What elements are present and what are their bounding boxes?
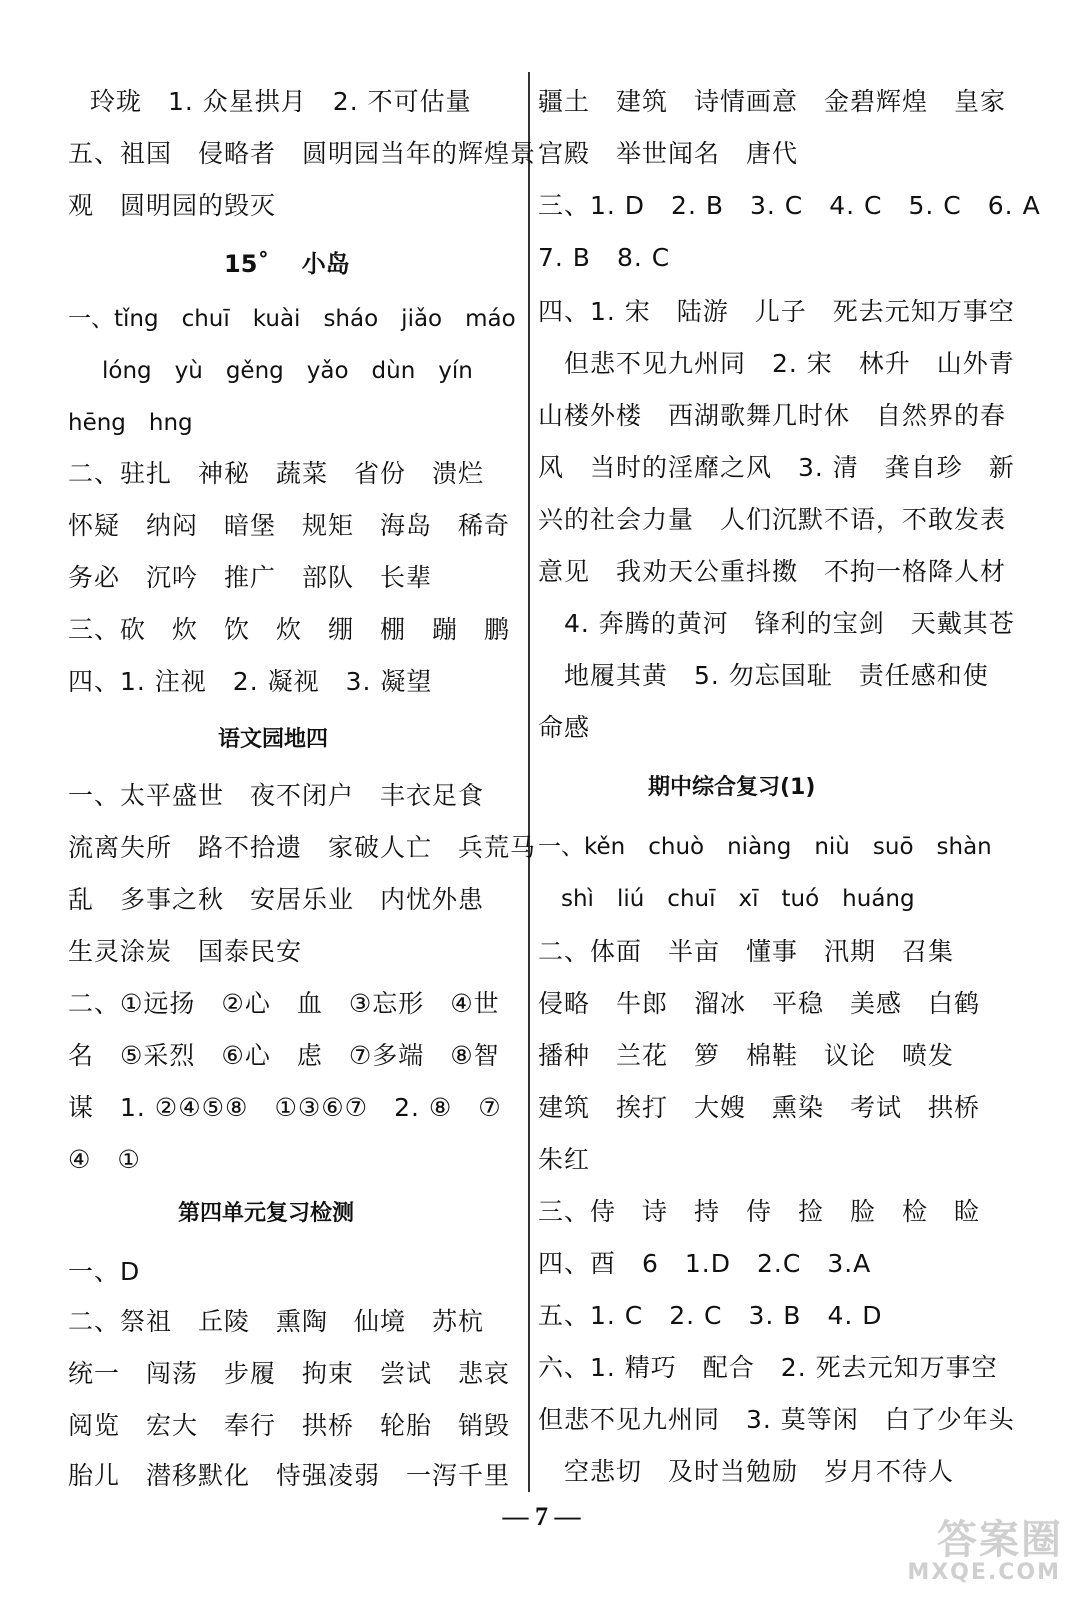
- text-line: 玲珑 1. 众星拱月 2. 不可估量: [90, 87, 472, 116]
- text-line: 二、祭祖 丘陵 熏陶 仙境 苏杭: [68, 1307, 485, 1336]
- text-line: 一、tǐng chuī kuài sháo jiǎo máo: [68, 306, 516, 332]
- text-line: 流离失所 路不拾遗 家破人亡 兵荒马: [68, 833, 537, 862]
- text-line: 朱红: [538, 1145, 591, 1174]
- lesson-title: 小岛: [301, 250, 350, 278]
- text-line: 疆土 建筑 诗情画意 金碧辉煌 皇家: [538, 87, 1007, 116]
- text-line: 阅览 宏大 奉行 拱桥 轮胎 销毁: [68, 1411, 511, 1440]
- text-line: 但悲不见九州同 3. 莫等闲 白了少年头: [538, 1405, 1015, 1434]
- text-line: 务必 沉吟 推广 部队 长辈: [68, 563, 433, 592]
- text-line: 胎儿 潜移默化 恃强凌弱 一泻千里: [68, 1461, 511, 1490]
- text-line: 观 圆明园的毁灭: [68, 191, 277, 220]
- watermark-text: 答案圈: [937, 1517, 1063, 1563]
- text-line: 一、kěn chuò niàng niù suō shàn: [538, 834, 992, 860]
- text-line: 五、祖国 侵略者 圆明园当年的辉煌景: [68, 139, 537, 168]
- watermark-logo: [907, 1508, 1069, 1590]
- text-line: 兴的社会力量 人们沉默不语，不敢发表: [538, 505, 1007, 534]
- text-line: 怀疑 纳闷 暗堡 规矩 海岛 稀奇: [68, 511, 511, 540]
- text-line: hēng hng: [68, 410, 193, 436]
- text-line: 六、1. 精巧 配合 2. 死去元知万事空: [538, 1353, 998, 1382]
- text-line: 4. 奔腾的黄河 锋利的宝剑 天戴其苍: [538, 609, 1015, 638]
- section-heading-yuwen: 语文园地四: [218, 727, 329, 752]
- text-line: lóng yù gěng yǎo dùn yín: [102, 358, 473, 384]
- text-line: 三、1. D 2. B 3. C 4. C 5. C 6. A: [538, 191, 1041, 220]
- text-line: 意见 我劝天公重抖擞 不拘一格降人材: [538, 557, 1007, 586]
- text-line: 风 当时的淫靡之风 3. 清 龚自珍 新: [538, 453, 1015, 482]
- text-line: 侵略 牛郎 溜冰 平稳 美感 白鹤: [538, 989, 981, 1018]
- text-line: 建筑 挨打 大嫂 熏染 考试 拱桥: [538, 1093, 981, 1122]
- text-line: 地履其黄 5. 勿忘国耻 责任感和使: [538, 661, 989, 690]
- lesson-15-heading: [224, 244, 350, 279]
- text-line: ④ ①: [68, 1145, 141, 1174]
- text-line: 四、酉 6 1.D 2.C 3.A: [538, 1249, 872, 1278]
- text-line: 四、1. 宋 陆游 儿子 死去元知万事空: [538, 297, 1015, 326]
- text-line: 五、1. C 2. C 3. B 4. D: [538, 1301, 883, 1330]
- watermark-url: MXQE.COM: [907, 1560, 1061, 1585]
- text-line: 播种 兰花 箩 棉鞋 议论 喷发: [538, 1041, 955, 1070]
- text-line: 命感: [538, 713, 591, 742]
- text-line: 二、体面 半亩 懂事 汛期 召集: [538, 937, 955, 966]
- text-line: 一、太平盛世 夜不闭户 丰衣足食: [68, 781, 485, 810]
- text-line: 名 ⑤采烈 ⑥心 虑 ⑦多端 ⑧智: [68, 1041, 500, 1070]
- text-line: 三、砍 炊 饮 炊 绷 棚 蹦 鹏: [68, 615, 511, 644]
- text-line: 一、D: [68, 1257, 141, 1286]
- text-line: 乱 多事之秋 安居乐业 内忧外患: [68, 885, 485, 914]
- column-divider: [528, 72, 530, 1492]
- section-heading-midterm: 期中综合复习(1): [648, 775, 816, 800]
- text-line: 四、1. 注视 2. 凝视 3. 凝望: [68, 667, 433, 696]
- text-line: 宫殿 举世闻名 唐代: [538, 139, 799, 168]
- section-heading-unit4: 第四单元复习检测: [178, 1201, 355, 1226]
- text-line: 二、①远扬 ②心 血 ③忘形 ④世: [68, 989, 500, 1018]
- text-line: 山楼外楼 西湖歌舞几时休 自然界的春: [538, 401, 1007, 430]
- text-line: 空悲切 及时当勉励 岁月不待人: [538, 1457, 955, 1486]
- text-line: shì liú chuī xī tuó huáng: [538, 886, 915, 912]
- text-line: 生灵涂炭 国泰民安: [68, 937, 303, 966]
- text-line: 谋 1. ②④⑤⑧ ①③⑥⑦ 2. ⑧ ⑦: [68, 1093, 502, 1122]
- text-line: 统一 闯荡 步履 拘束 尝试 悲哀: [68, 1359, 511, 1388]
- page-number: — 7 —: [502, 1502, 581, 1531]
- text-line: 7. B 8. C: [538, 243, 671, 272]
- text-line: 但悲不见九州同 2. 宋 林升 山外青: [538, 349, 1015, 378]
- text-line: 二、驻扎 神秘 蔬菜 省份 溃烂: [68, 459, 485, 488]
- lesson-number: 15˚: [224, 250, 270, 278]
- text-line: 三、侍 诗 持 侍 捡 脸 检 睑: [538, 1197, 981, 1226]
